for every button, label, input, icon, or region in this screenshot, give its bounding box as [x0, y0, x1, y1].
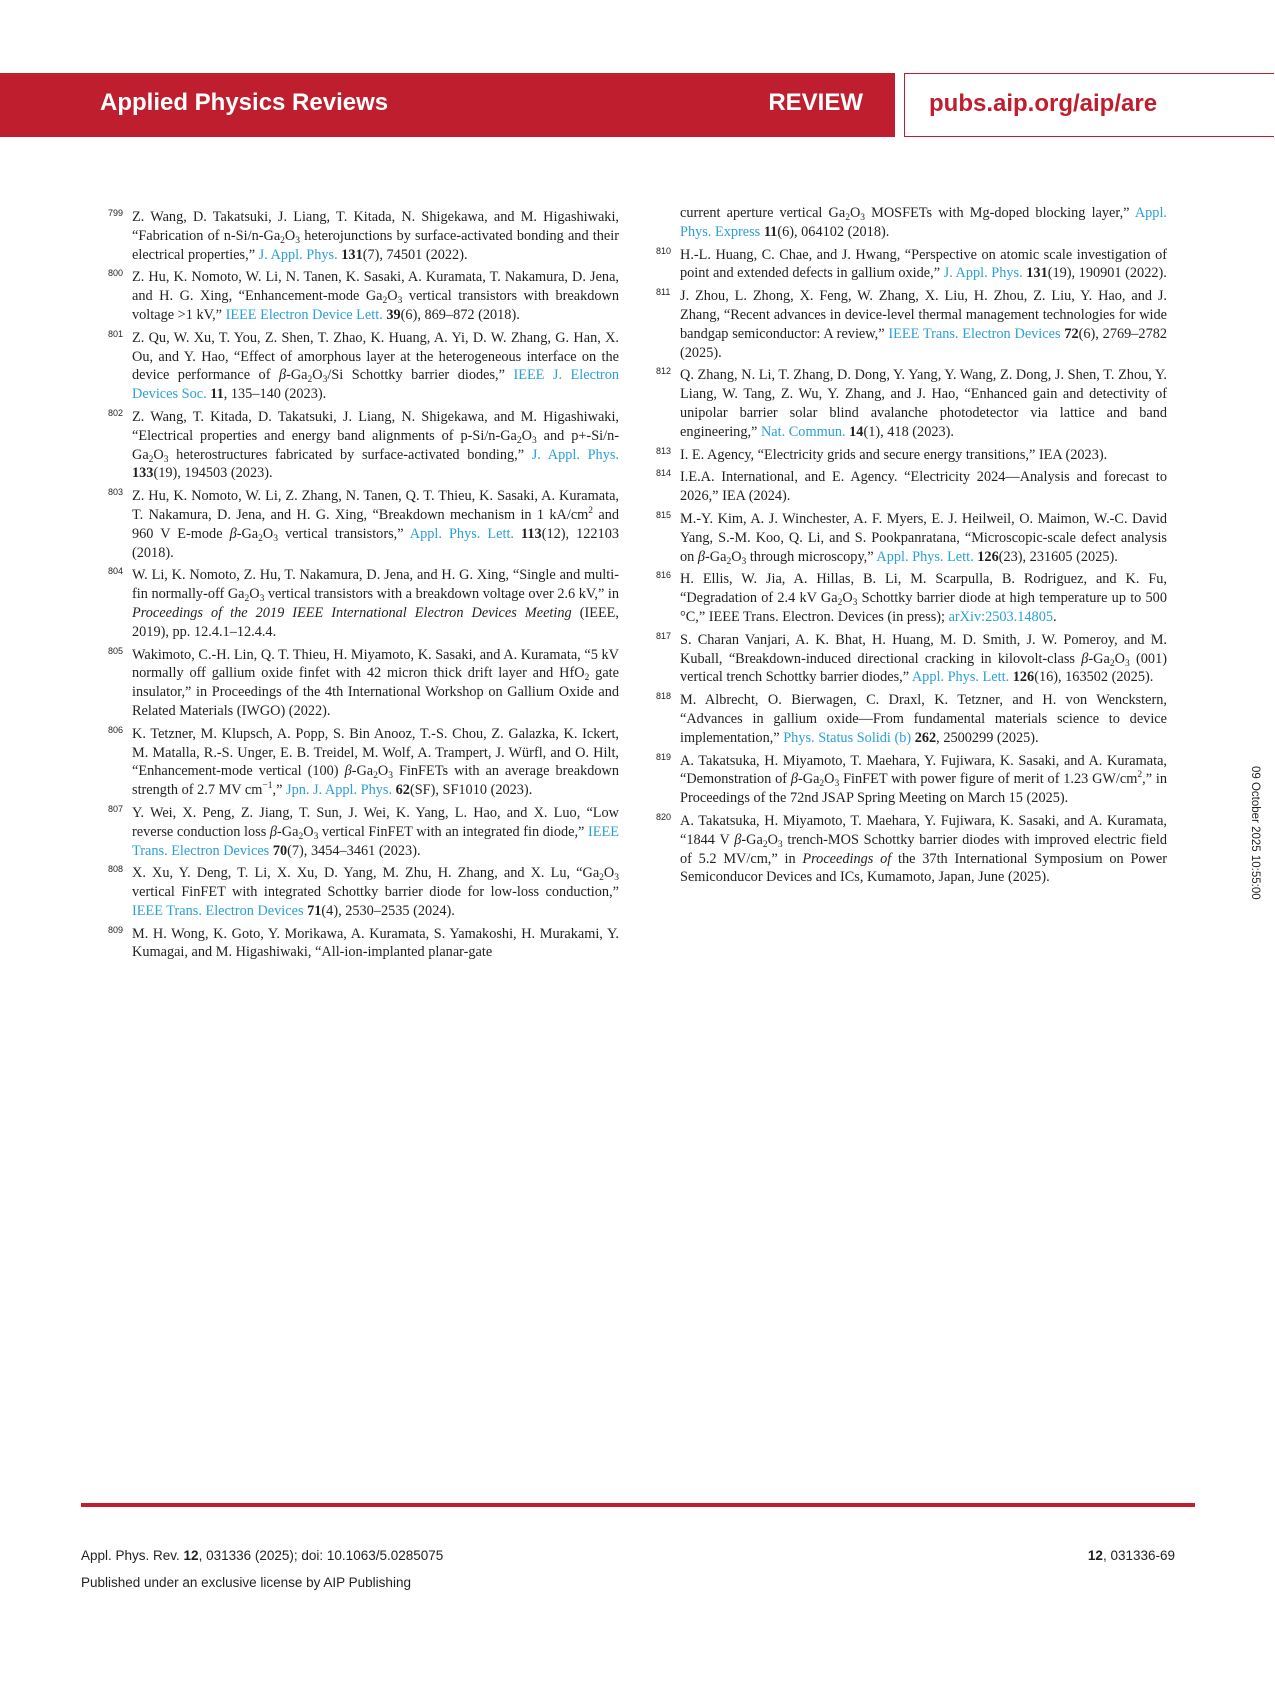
subscript: 3 [834, 779, 840, 790]
reference-text: the 37th International Symposium on Power Semiconducor Devices and ICs, Kumamoto, Japan, June (2025). [680, 850, 1167, 886]
reference-text: O [249, 586, 260, 603]
reference-text: , 2500299 (2025). [936, 729, 1039, 746]
reference-number: 801 [108, 328, 124, 339]
reference-item [108, 860, 619, 920]
volume-number: 131 [341, 246, 363, 263]
reference-text: -Ga [705, 548, 727, 565]
reference-text: (6), 064102 (2018). [777, 223, 890, 240]
volume-number: 126 [977, 548, 999, 565]
reference-text: (6), 2769–2782 (2025). [680, 325, 1168, 361]
subscript: 2 [845, 213, 850, 223]
journal-header-bar [0, 73, 895, 137]
reference-text: heterostructures fabricated by surface-activated bonding,” [168, 446, 532, 463]
volume-number: 70 [272, 842, 288, 859]
reference-text: trench-MOS Schottky barrier diodes with improved electric field of 5.2 MV/cm,” in [680, 831, 1167, 867]
reference-number: 805 [108, 645, 124, 656]
journal-link[interactable]: Appl. Phys. Lett. [876, 548, 974, 565]
reference-text: A. Takatsuka, H. Miyamoto, T. Maehara, Y. Fujiwara, K. Sasaki, and A. Kuramata, “Demonstration of [680, 752, 1167, 788]
subscript: 3 [852, 598, 858, 609]
reference-number: 820 [656, 811, 672, 822]
journal-link[interactable]: J. Appl. Phys. [258, 246, 338, 263]
reference-item [656, 204, 1167, 242]
citation-journal: Appl. Phys. Rev. [81, 1548, 184, 1563]
reference-number: 817 [656, 630, 672, 641]
reference-text: Z. Wang, T. Kitada, D. Takatsuki, J. Liang, N. Shigekawa, and M. Higashiwaki, “Electrical properties and energy band alignments of p-Si/n-Ga [132, 408, 619, 444]
reference-text: (19), 190901 (2022). [1047, 265, 1167, 282]
reference-text: A. Takatsuka, H. Miyamoto, T. Maehara, Y. Fujiwara, K. Sasaki, and A. Kuramata, “1844 V [680, 812, 1167, 848]
journal-link[interactable]: IEEE Electron Device Lett. [225, 306, 383, 323]
reference-number: 803 [108, 487, 124, 498]
volume-number: 131 [1026, 265, 1048, 282]
subscript: 2 [1109, 658, 1115, 669]
reference-text: Z. Qu, W. Xu, T. You, Z. Shen, T. Zhao, K. Huang, A. Yi, D. W. Zhang, G. Han, X. Ou, and Y. Hao, “Effect of amorphous layer at the heterogeneous interface on the device performance of [132, 329, 619, 384]
journal-link[interactable]: Appl. Phys. Express [680, 205, 1167, 240]
subscript: 2 [148, 454, 154, 465]
journal-link[interactable]: IEEE Trans. Electron Devices [132, 823, 619, 859]
reference-text: J. Zhou, L. Zhong, X. Feng, W. Zhang, X. Liu, H. Zhou, Z. Liu, Y. Hao, and J. Zhang, “Recent advances in device-level thermal management technologies for wide bandgap semiconductor: A review,” [680, 288, 1167, 342]
reference-item [108, 204, 619, 264]
reference-text: W. Li, K. Nomoto, Z. Hu, T. Nakamura, D. Jena, and H. G. Xing, “Single and multi-fin normally-off Ga [132, 567, 619, 603]
reference-item [108, 264, 619, 324]
reference-text: -Ga [741, 831, 763, 848]
reference-number: 815 [656, 509, 672, 520]
subscript: 2 [258, 533, 263, 544]
reference-item [108, 800, 619, 860]
reference-item [108, 404, 619, 483]
volume-number: 62 [395, 782, 410, 799]
subscript: 3 [295, 235, 300, 246]
reference-text: (1), 418 (2023). [863, 423, 954, 440]
article-type: REVIEW [768, 89, 863, 116]
reference-item [108, 921, 619, 963]
reference-number: 812 [656, 366, 672, 377]
reference-text: -Ga [1088, 650, 1110, 667]
subscript: 3 [777, 839, 783, 850]
subscript: 3 [273, 533, 278, 544]
citation-doi[interactable]: , 031336 (2025); doi: 10.1063/5.0285075 [198, 1548, 444, 1563]
subscript: 2 [373, 771, 378, 782]
reference-number: 811 [656, 287, 671, 298]
reference-number: 809 [108, 924, 124, 935]
reference-item [108, 483, 619, 562]
reference-number: 806 [108, 724, 124, 735]
journal-link[interactable]: IEEE Trans. Electron Devices [132, 902, 304, 919]
reference-text: /Si Schottky barrier diodes,” [327, 367, 514, 384]
reference-text: current aperture vertical Ga [680, 205, 846, 221]
reference-text: (SF), SF1010 (2023). [409, 782, 533, 799]
reference-text: O [387, 288, 398, 305]
journal-title: Applied Physics Reviews [100, 89, 389, 116]
reference-text: through microscopy,” [746, 548, 877, 565]
reference-text: H. Ellis, W. Jia, A. Hillas, B. Li, M. Scarpulla, B. Rodriguez, and K. Fu, “Degradation of 2.4 kV Ga [680, 571, 1167, 607]
reference-number: 814 [656, 468, 672, 479]
reference-text: heterojunctions by surface-activated bonding and their electrical properties,” [132, 227, 620, 263]
reference-text: Y. Wei, X. Peng, Z. Jiang, T. Sun, J. Wei, K. Yang, L. Hao, and X. Luo, “Low reverse conduction loss [132, 804, 619, 840]
reference-text: O [284, 227, 296, 244]
page-number: , 031336-69 [1102, 1548, 1175, 1563]
reference-text: ,” [272, 782, 286, 799]
reference-text: -Ga [277, 823, 299, 840]
journal-link[interactable]: Appl. Phys. Lett. [409, 525, 514, 542]
reference-text: Z. Hu, K. Nomoto, W. Li, N. Tanen, K. Sasaki, A. Kuramata, T. Nakamura, D. Jena, and H. G. Xing, “Enhancement-mode Ga [132, 269, 619, 305]
reference-item [108, 562, 619, 641]
reference-text: and 960 V E-mode [132, 506, 619, 542]
journal-link[interactable]: J. Appl. Phys. [943, 265, 1023, 282]
reference-text: (001) vertical trench Schottky barrier diodes,” [680, 650, 1167, 686]
subscript: 3 [313, 831, 319, 842]
reference-text: MOSFETs with Mg-doped blocking layer,” [865, 205, 1135, 221]
journal-url-box [904, 73, 1274, 137]
reference-text: O [603, 865, 615, 882]
subscript: 3 [614, 873, 619, 884]
reference-text: I.E.A. International, and E. Agency. “Electricity 2024—Analysis and forecast to 2026,” IEA (2024). [680, 469, 1167, 505]
subscript: 3 [163, 454, 169, 465]
reference-text: I. E. Agency, “Electricity grids and secure energy transitions,” IEA (2023). [680, 446, 1108, 463]
reference-text: gate insulator,” in Proceedings of the 4th International Workshop on Gallium Oxide and Related Materials (IWGO) (2022). [132, 665, 619, 719]
reference-text: O [521, 427, 532, 444]
reference-item [656, 808, 1167, 887]
reference-text: M. Albrecht, O. Bierwagen, C. Draxl, K. Tetzner, and H. von Wenckstern, “Advances in gallium oxide—From fundamental materials science to device implementation,” [680, 692, 1167, 746]
reference-item [656, 362, 1167, 441]
reference-text: O [377, 763, 389, 780]
reference-text: vertical transistors with breakdown voltage >1 kV,” [132, 288, 619, 323]
reference-text: (IEEE, 2019), pp. 12.4.1–12.4.4. [132, 604, 619, 640]
reference-text: O [824, 771, 835, 788]
subscript: 2 [584, 673, 590, 684]
reference-text: Z. Wang, D. Takatsuki, J. Liang, T. Kitada, N. Shigekawa, and M. Higashiwaki, “Fabrication of n-Si/n-Ga [132, 209, 619, 244]
journal-link[interactable]: IEEE J. Electron Devices Soc. [132, 367, 619, 403]
reference-text: (7), 3454–3461 (2023). [287, 842, 421, 859]
reference-text: (7), 74501 (2022). [362, 246, 468, 263]
citation-volume: 12 [183, 1548, 199, 1563]
footer-divider [81, 1503, 1195, 1507]
reference-text: O [262, 525, 274, 542]
reference-text: , 135–140 (2023). [223, 386, 327, 403]
reference-number: 819 [656, 751, 672, 762]
reference-text: FinFET with power figure of merit of 1.23 GW/cm [839, 771, 1138, 788]
subscript: 3 [531, 435, 537, 446]
subscript: 2 [599, 873, 604, 884]
reference-text: Q. Zhang, N. Li, T. Zhang, D. Dong, Y. Yang, Y. Wang, Z. Dong, J. Shen, T. Zhou, Y. Liang, W. Tang, Z. Wu, Y. Zhang, and J. Hao, “Enhanced gain and detectivity of unipolar barrier solar blind avalanche photodetector via lattice and band engineering,” [680, 367, 1167, 440]
reference-number: 799 [108, 208, 124, 218]
subscript: 3 [388, 771, 393, 782]
reference-text: O [849, 205, 861, 221]
journal-url-link[interactable]: pubs.aip.org/aip/are [929, 90, 1158, 117]
italic-text: β [734, 831, 742, 848]
reference-text: ,” in Proceedings of the 72nd JSAP Spring Meeting on March 15 (2025). [680, 771, 1167, 807]
volume-number: 11 [763, 223, 778, 240]
reference-number: 802 [108, 407, 124, 418]
page-volume: 12 [1087, 1548, 1103, 1563]
reference-text: H.-L. Huang, C. Chae, and J. Hwang, “Perspective on atomic scale investigation of point and extended defects in gallium oxide,” [680, 246, 1167, 282]
reference-text: -Ga [797, 771, 820, 788]
journal-link[interactable]: Jpn. J. Appl. Phys. [286, 782, 393, 799]
volume-number: 113 [521, 525, 542, 542]
volume-number: 39 [386, 306, 401, 323]
volume-number: 133 [132, 465, 154, 482]
reference-item [656, 687, 1167, 747]
subscript: 3 [322, 375, 328, 386]
italic-text: β [344, 763, 352, 780]
subscript: 3 [1124, 658, 1130, 669]
volume-number: 71 [307, 902, 322, 919]
reference-text [514, 526, 521, 542]
journal-link[interactable]: J. Appl. Phys. [531, 446, 619, 463]
reference-text: vertical FinFET with an integrated fin diode,” [318, 823, 589, 840]
reference-text: O [1114, 650, 1125, 667]
reference-number: 800 [108, 268, 124, 279]
reference-text: -Ga [351, 763, 374, 780]
reference-number: 810 [656, 245, 672, 256]
subscript: 3 [259, 594, 265, 605]
superscript: 2 [1137, 770, 1143, 781]
reference-text: (12), 122103 (2018). [132, 525, 620, 561]
reference-text: O [153, 446, 164, 463]
reference-item [656, 283, 1167, 362]
reference-text: -Ga [286, 367, 308, 384]
volume-number: 72 [1064, 325, 1079, 342]
journal-link[interactable]: Nat. Commun. [760, 423, 846, 440]
reference-item [108, 721, 619, 800]
reference-text: Z. Hu, K. Nomoto, W. Li, Z. Zhang, N. Tanen, Q. T. Thieu, K. Sasaki, A. Kuramata, T. Nakamura, D. Jena, and H. G. Xing, “Breakdown mechanism in 1 kA/cm [132, 488, 619, 523]
reference-text: K. Tetzner, M. Klupsch, A. Popp, S. Bin Anooz, T.-S. Chou, Z. Galazka, K. Ickert, M. Matalla, R.-S. Unger, E. B. Treidel, M. Wolf, A. Trampert, J. Würfl, and O. Hilt, “Enhancement-mode vertical (100) [132, 725, 619, 780]
footer-citation [81, 1548, 443, 1563]
reference-text: (16), 163502 (2025). [1034, 669, 1154, 686]
journal-link[interactable]: IEEE Trans. Electron Devices [888, 325, 1061, 342]
superscript: −1 [262, 781, 273, 792]
italic-text: β [229, 525, 237, 542]
reference-text: S. Charan Vanjari, A. K. Bhat, H. Huang, M. D. Smith, J. W. Pomeroy, and M. Kuball, “Breakdown-induced directional cracking in kilovolt-class [680, 631, 1167, 667]
reference-text: M.-Y. Kim, A. J. Winchester, A. F. Myers, E. J. Heilweil, O. Maimon, W.-C. David Yang, S.-M. Koo, Q. Li, and S. Pookpanratana, “Microscopic-scale defect analysis on [680, 510, 1167, 565]
italic-text: Proceedings of [802, 850, 892, 867]
italic-text: Proceedings of the 2019 IEEE International Electron Devices Meeting [132, 604, 572, 621]
reference-item [656, 566, 1167, 626]
reference-text: O [731, 548, 742, 565]
subscript: 2 [726, 556, 732, 567]
volume-number: 11 [210, 386, 224, 403]
subscript: 2 [516, 435, 522, 446]
italic-text: β [697, 548, 705, 565]
reference-item [656, 464, 1167, 506]
journal-link[interactable]: Appl. Phys. Lett. [911, 669, 1010, 686]
reference-text: O [767, 831, 778, 848]
subscript: 2 [298, 831, 304, 842]
italic-text: β [278, 367, 287, 384]
references-left-column [108, 204, 619, 962]
italic-text: β [1081, 650, 1089, 667]
volume-number: 262 [914, 729, 937, 746]
subscript: 2 [819, 779, 825, 790]
reference-number: 813 [656, 445, 672, 456]
subscript: 3 [741, 556, 747, 567]
reference-number: 818 [656, 691, 672, 702]
reference-number: 807 [108, 803, 124, 814]
reference-text: (4), 2530–2535 (2024). [321, 902, 455, 919]
superscript: 2 [588, 505, 594, 516]
reference-text: (19), 194503 (2023). [153, 465, 273, 482]
reference-text: vertical FinFET with integrated Schottky barrier diode for low-loss conduction,” [132, 884, 619, 901]
reference-text: and p+-Si/n-Ga [132, 427, 619, 463]
subscript: 3 [397, 296, 403, 307]
reference-text: O [312, 367, 323, 384]
footer-license: Published under an exclusive license by AIP Publishing [81, 1575, 411, 1590]
reference-item [656, 748, 1167, 808]
reference-text: O [842, 590, 853, 607]
volume-number: 14 [849, 423, 864, 440]
reference-item [108, 642, 619, 721]
reference-item [108, 325, 619, 404]
subscript: 2 [280, 235, 285, 246]
subscript: 2 [244, 594, 250, 605]
subscript: 2 [307, 375, 313, 386]
journal-link[interactable]: arXiv:2503.14805 [948, 608, 1053, 625]
reference-item [656, 627, 1167, 687]
reference-text: vertical transistors with a breakdown voltage over 2.6 kV,” in [264, 586, 620, 603]
reference-text: Wakimoto, C.-H. Lin, Q. T. Thieu, H. Miyamoto, K. Sasaki, and A. Kuramata, “5 kV normally off gallium oxide finfet with 42 micron thick drift layer and HfO [132, 646, 619, 682]
reference-text: . [1053, 608, 1057, 625]
download-timestamp: 09 October 2025 10:55:00 [1249, 766, 1261, 900]
reference-text: M. H. Wong, K. Goto, Y. Morikawa, A. Kuramata, S. Yamakoshi, H. Murakami, Y. Kumagai, and M. Higashiwaki, “All-ion-implanted planar-gate [132, 925, 619, 961]
reference-text: (23), 231605 (2025). [998, 548, 1118, 565]
reference-text: (6), 869–872 (2018). [400, 306, 520, 323]
reference-item [656, 442, 1167, 465]
reference-number: 816 [656, 570, 672, 581]
italic-text: β [790, 771, 798, 788]
reference-text: -Ga [236, 525, 259, 542]
footer-page-number [1088, 1548, 1175, 1563]
reference-text: vertical transistors,” [277, 525, 410, 542]
reference-text: O [303, 823, 314, 840]
subscript: 3 [860, 213, 866, 223]
reference-number: 808 [108, 864, 124, 875]
subscript: 2 [382, 296, 388, 307]
reference-text: FinFETs with an average breakdown strength of 2.7 MV cm [132, 763, 620, 799]
volume-number: 126 [1012, 669, 1035, 686]
reference-item [656, 242, 1167, 284]
reference-number: 804 [108, 566, 124, 577]
subscript: 2 [762, 839, 768, 850]
reference-text: Schottky barrier diode at high temperature up to 500 °C,” IEEE Trans. Electron. Devices (in press); [680, 590, 1167, 625]
reference-item [656, 506, 1167, 566]
journal-link[interactable]: Phys. Status Solidi (b) [783, 729, 912, 746]
subscript: 2 [837, 598, 843, 609]
references-right-column [656, 204, 1167, 887]
italic-text: β [269, 823, 278, 840]
reference-text: X. Xu, Y. Deng, T. Li, X. Xu, D. Yang, M. Zhu, H. Zhang, and X. Lu, “Ga [132, 865, 600, 882]
